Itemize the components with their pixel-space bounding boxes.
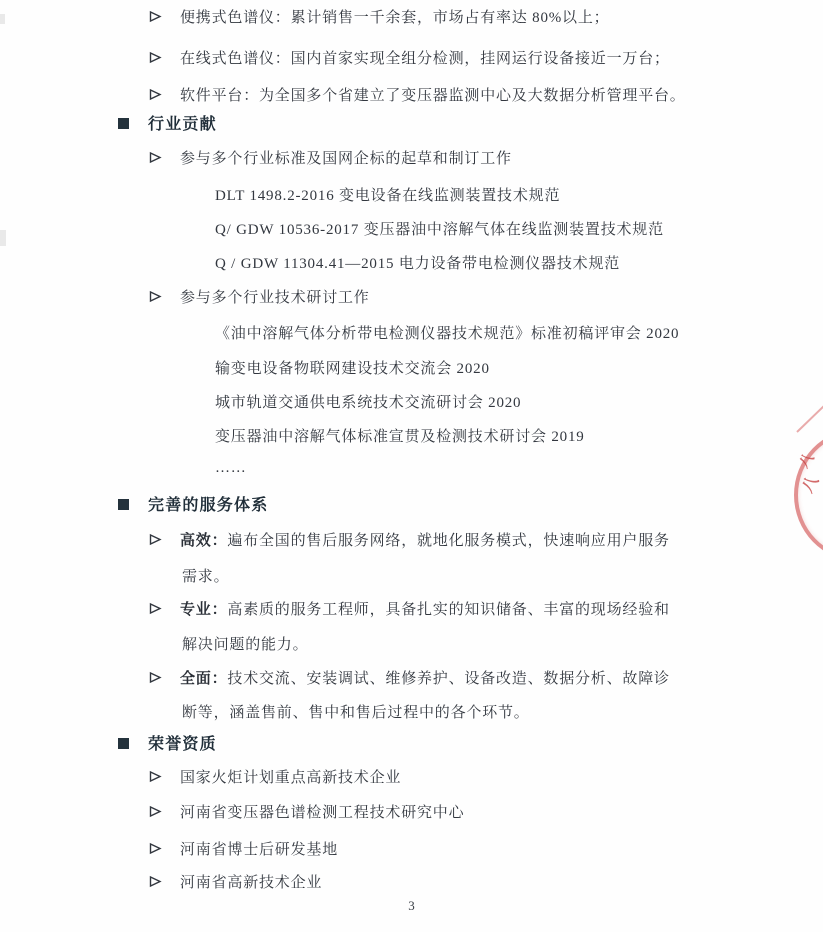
bullet-item bbox=[149, 600, 670, 620]
heading-text: 完善的服务体系 bbox=[148, 497, 269, 514]
bullet-item bbox=[149, 8, 609, 28]
square-bullet-icon bbox=[118, 738, 129, 749]
bullet-text: 技术交流、安装调试、维修养护、设备改造、数据分析、故障诊 bbox=[227, 671, 670, 687]
page-number: 3 bbox=[408, 898, 415, 913]
arrow-bullet-icon bbox=[149, 9, 162, 22]
bullet-item bbox=[149, 86, 686, 106]
bullet-item bbox=[149, 669, 670, 689]
bullet-text: 国家火炬计划重点高新技术企业 bbox=[180, 770, 402, 786]
arrow-bullet-icon bbox=[149, 804, 162, 817]
arrow-bullet-icon bbox=[149, 769, 162, 782]
arrow-bullet-icon bbox=[149, 87, 162, 100]
stamp-character: 八 bbox=[799, 473, 823, 496]
section-heading-honors bbox=[118, 735, 217, 755]
bullet-item bbox=[149, 840, 338, 860]
bullet-label: 高效： bbox=[180, 533, 228, 549]
bullet-item bbox=[149, 803, 464, 823]
continuation-line: 断等，涵盖售前、售中和售后过程中的各个环节。 bbox=[182, 705, 530, 721]
bullet-text: 软件平台：为全国多个省建立了变压器监测中心及大数据分析管理平台。 bbox=[180, 88, 686, 104]
section-heading-industry bbox=[118, 115, 217, 135]
arrow-bullet-icon bbox=[149, 874, 162, 887]
stamp-seal-icon bbox=[794, 429, 823, 561]
bullet-text: 河南省变压器色谱检测工程技术研究中心 bbox=[180, 805, 465, 821]
heading-text: 行业贡献 bbox=[148, 116, 217, 133]
seminar-item: 变压器油中溶解气体标准宣贯及检测技术研讨会 2019 bbox=[215, 429, 585, 445]
bullet-text: 参与多个行业技术研讨工作 bbox=[180, 290, 370, 306]
bullet-label: 专业： bbox=[180, 602, 228, 618]
standard-item: DLT 1498.2-2016 变电设备在线监测装置技术规范 bbox=[215, 188, 561, 204]
bullet-text: 遍布全国的售后服务网络，就地化服务模式，快速响应用户服务 bbox=[227, 533, 670, 549]
bullet-text: 便携式色谱仪：累计销售一千余套，市场占有率达 80%以上； bbox=[180, 10, 610, 26]
arrow-bullet-icon bbox=[149, 841, 162, 854]
continuation-line: 需求。 bbox=[182, 569, 230, 585]
bullet-text: 在线式色谱仪：国内首家实现全组分检测，挂网运行设备接近一万台； bbox=[180, 51, 670, 67]
scan-artifact bbox=[0, 230, 6, 246]
arrow-bullet-icon bbox=[149, 150, 162, 163]
standard-item: Q/ GDW 10536-2017 变压器油中溶解气体在线监测装置技术规范 bbox=[215, 222, 664, 238]
bullet-item bbox=[149, 49, 670, 69]
square-bullet-icon bbox=[118, 499, 129, 510]
standard-item: Q / GDW 11304.41—2015 电力设备带电检测仪器技术规范 bbox=[215, 256, 621, 272]
bullet-text: 参与多个行业标准及国网企标的起草和制订工作 bbox=[180, 151, 512, 167]
ellipsis-line: …… bbox=[215, 460, 247, 476]
seminar-item: 输变电设备物联网建设技术交流会 2020 bbox=[215, 361, 490, 377]
bullet-item bbox=[149, 149, 512, 169]
arrow-bullet-icon bbox=[149, 289, 162, 302]
bullet-item bbox=[149, 288, 370, 308]
bullet-item bbox=[149, 531, 670, 551]
bullet-text: 河南省博士后研发基地 bbox=[180, 842, 339, 858]
bullet-text: 高素质的服务工程师，具备扎实的知识储备、丰富的现场经验和 bbox=[227, 602, 670, 618]
arrow-bullet-icon bbox=[149, 670, 162, 683]
scan-artifact bbox=[0, 14, 5, 24]
seminar-item: 《油中溶解气体分析带电检测仪器技术规范》标准初稿评审会 2020 bbox=[215, 326, 680, 342]
stamp-stroke-icon bbox=[796, 402, 823, 433]
bullet-item bbox=[149, 873, 322, 893]
bullet-item bbox=[149, 768, 401, 788]
section-heading-service bbox=[118, 496, 268, 516]
square-bullet-icon bbox=[118, 118, 129, 129]
arrow-bullet-icon bbox=[149, 50, 162, 63]
bullet-label: 全面： bbox=[180, 671, 228, 687]
arrow-bullet-icon bbox=[149, 532, 162, 545]
continuation-line: 解决问题的能力。 bbox=[182, 637, 309, 653]
heading-text: 荣誉资质 bbox=[148, 736, 217, 753]
bullet-text: 河南省高新技术企业 bbox=[180, 875, 323, 891]
seminar-item: 城市轨道交通供电系统技术交流研讨会 2020 bbox=[215, 395, 522, 411]
arrow-bullet-icon bbox=[149, 601, 162, 614]
stamp-character: 八 bbox=[797, 450, 818, 471]
